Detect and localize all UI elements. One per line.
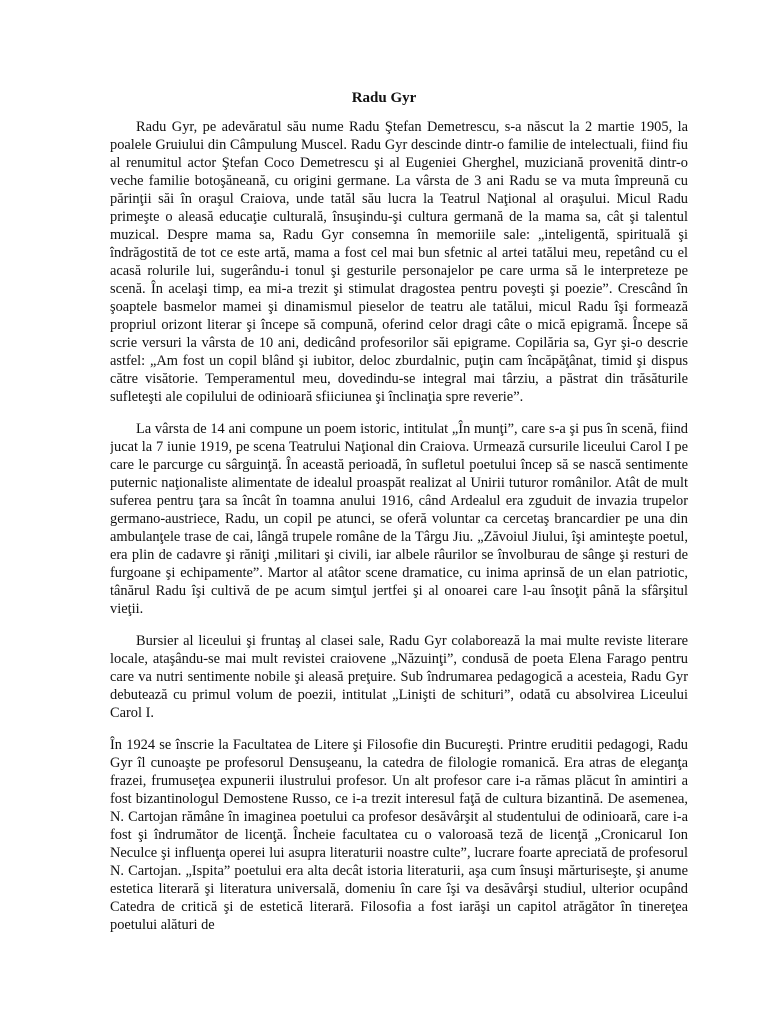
paragraph-2: La vârsta de 14 ani compune un poem istoric, intitulat „În munţi”, care s-a şi pus în scenă, fiind jucat la 7 iunie 1919, pe scena Teatrului Naţional din Craiova. Urmează cursurile liceului Carol I pe care le parcurge cu sârguinţă. În această perioadă, în sufletul poetului încep să se nască sentimente puternic naţionaliste alimentate de idealul proaspăt realizat al Unirii tuturor românilor. Atât de mult suferea pentru ţara sa încât în toamna anului 1916, când Ardealul era zguduit de invazia trupelor germano-austriece, Radu, un copil pe atunci, se oferă voluntar ca cercetaş brancardier pe una din ambulanţele trase de cai, lângă trupele române de la Târgu Jiu. „Zăvoiul Jiului, îşi aminteşte poetul, era plin de cadavre şi răniţi ,militari şi civili, iar albele râurilor se învolburau de sânge şi resturi de furgoane şi echipamente”. Martor al atâtor scene dramatice, cu inima aprinsă de un elan patriotic, tânărul Radu îşi cultivă de pe acum simţul jertfei şi al onoarei care l-au însoţit până la sfârşitul vieţii. (110, 421, 688, 617)
document-title: Radu Gyr (351, 90, 417, 106)
paragraph-4: În 1924 se înscrie la Facultatea de Litere şi Filosofie din Bucureşti. Printre eruditii pedagogi, Radu Gyr îl cunoaşte pe profesorul Densuşeanu, la catedra de filologie romanică. Era atras de eleganţa frazei, frumuseţea expunerii ilustrului profesor. Un alt profesor care i-a rămas plăcut în amintiri a fost bizantinologul Demostene Russo, ce i-a trezit interesul faţă de cultura bizantină. De asemenea, N. Cartojan rămâne în imaginea poetului ca profesor desăvârşit al studentului de odinioară, care i-a fost şi îndrumător de licenţă. Încheie facultatea cu o valoroasă teză de licenţă „Cronicarul Ion Neculce şi influenţa operei lui asupra literaturii noastre culte”, lucrare foarte apreciată de profesorul N. Cartojan. „Ispita” poetului era alta decât istoria literaturii, aşa cum însuşi mărturiseşte, şi anume estetica literară şi literatura universală, domeniu în care îşi va desăvârşi studiul, ulterior ocupând Catedra de critică şi de estetică literară. Filosofia a fost iarăşi un capitol atrăgător în tinereţea poetului alături de (110, 737, 688, 933)
paragraph-3: Bursier al liceului şi fruntaş al clasei sale, Radu Gyr colaborează la mai multe reviste literare locale, ataşându-se mai mult revistei craiovene „Năzuinţi”, condusă de poeta Elena Farago pentru care va nutri sentimente nobile şi aleasă preţuire. Sub îndrumarea pedagogică a acesteia, Radu Gyr debutează cu primul volum de poezii, intitulat „Linişti de schituri”, odată cu absolvirea Liceului Carol I. (110, 633, 688, 721)
document-body (110, 118, 688, 1018)
paragraph-1: Radu Gyr, pe adevăratul său nume Radu Ştefan Demetrescu, s-a născut la 2 martie 1905, la poalele Gruiului din Câmpulung Muscel. Radu Gyr descinde dintr-o familie de intelectuali, fiind fiu al renumitul actor Ştefan Coco Demetrescu şi al Eugeniei Gherghel, muziciană provenită dintr-o veche familie botoşăneană, cu origini germane. La vârsta de 3 ani Radu se va muta împreună cu părinţii săi în oraşul Craiova, unde tatăl său lucra la Teatrul Naţional al oraşului. Micul Radu primeşte o aleasă educaţie culturală, însuşindu-şi cultura germană de la mama sa, cât şi talentul muzical. Despre mama sa, Radu Gyr consemna în memoriile sale: „inteligentă, spirituală şi îndrăgostită de tot ce este artă, mama a fost cel mai bun sfetnic al artei tatălui meu, repetând cu el acasă rolurile lui, sugerându-i tonul şi gesturile personajelor pe care urma să le interpreteze pe scenă. În acelaşi timp, ea mi-a trezit şi stimulat dragostea pentru poveşti şi poezie”. Crescând în şoaptele basmelor mamei şi dinamismul pieselor de teatru ale tatălui, micul Radu îşi formează propriul orizont literar şi începe să compună, oferind celor dragi câte o mică epigramă. Începe să scrie versuri la vârsta de 10 ani, dedicând profesorilor săi epigrame. Copilăria sa, Gyr şi-o descrie astfel: „Am fost un copil blând şi iubitor, deloc zburdalnic, puţin cam încăpăţânat, timid şi dispus către visătorie. Temperamentul meu, dovedindu-se integral mai târziu, a păstrat din trăsăturile sufleteşti ale copilului de odinioară sfiiciunea şi înclinaţia spre reverie”. (110, 119, 688, 405)
